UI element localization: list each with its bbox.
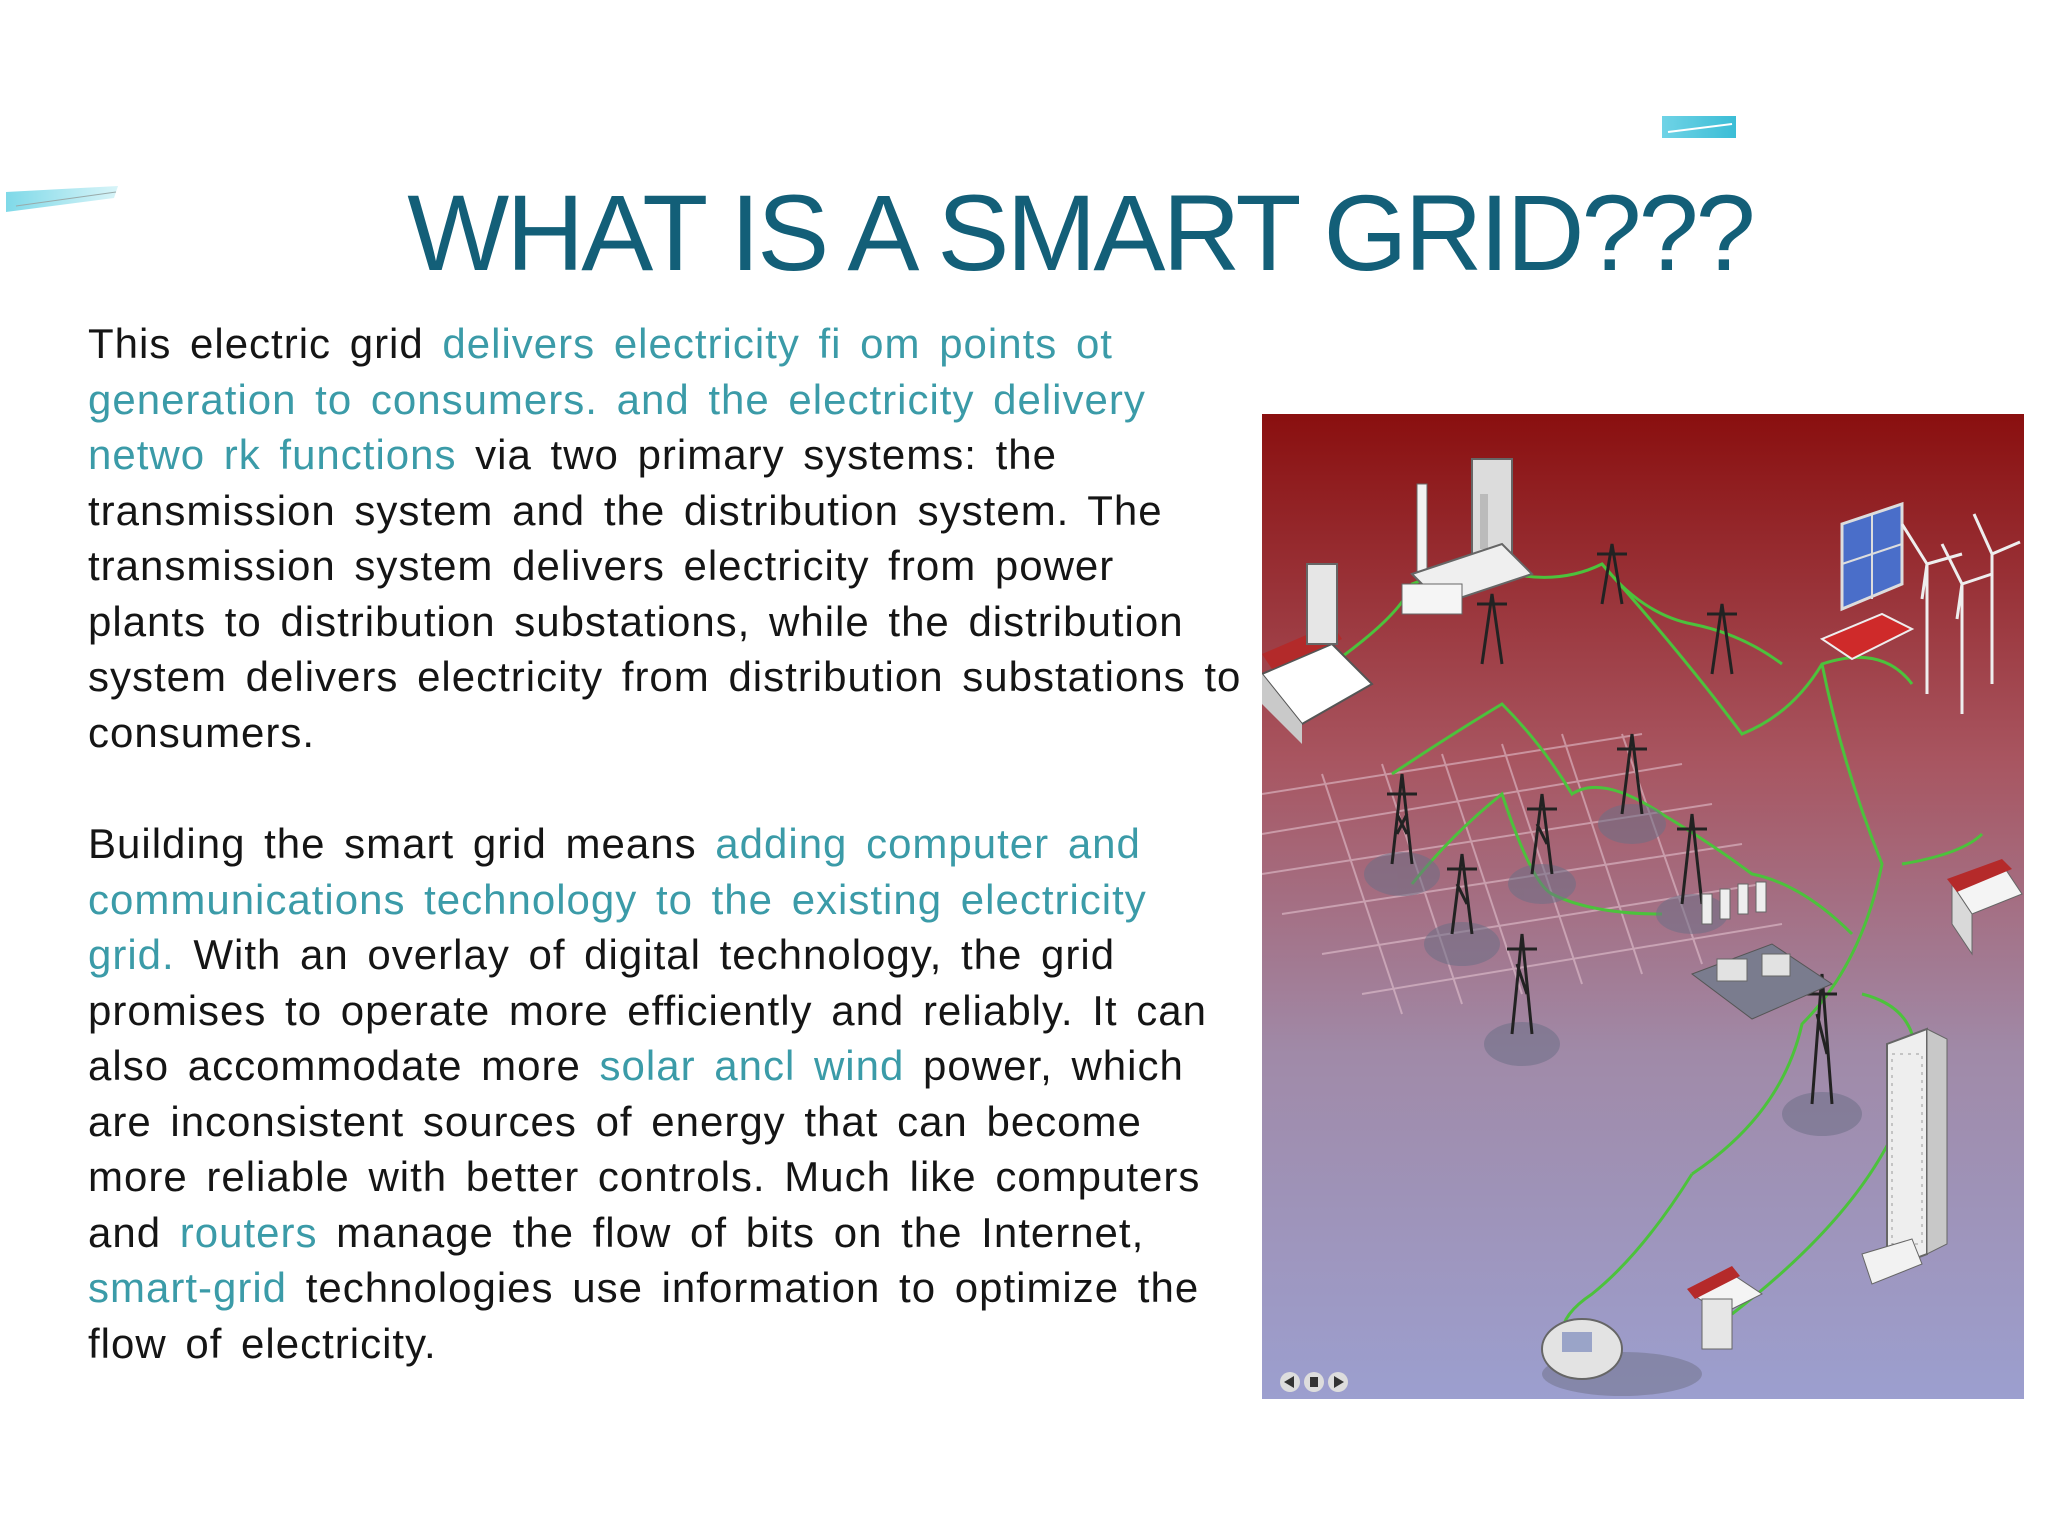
highlighted-text: routers [179, 1208, 318, 1256]
body-text-run: Building the smart grid means [88, 820, 716, 867]
body-text-run: With an overlay of digital technology, the grid promises to operate more efficiently and reliably. It can also accommodate more [88, 931, 1207, 1089]
smart-grid-illustration [1262, 414, 2024, 1399]
slide-body [88, 316, 1248, 1371]
highlighted-text: adding computer and communications technology to the existing electricity grid. [88, 820, 1147, 978]
highlighted-text: delivers electricity fi om points ot generation to consumers. and the electricity delivery netwo rk functions [88, 320, 1146, 478]
decorative-accent-right [1662, 116, 1736, 138]
body-text-run: manage the flow of bits on the Internet, [317, 1208, 1145, 1256]
highlighted-text: smart-grid [88, 1264, 288, 1311]
body-text-run: via two primary systems: the transmission system and the distribution system. The transmission system delivers electricity from power plants to distribution substations, while the distribution system delivers electricity from distribution substations to consumers. [88, 431, 1242, 756]
paragraph-smart-grid [88, 816, 1248, 1371]
body-text-run: power, which are inconsistent sources of energy that can become more reliable with better controls. Much like computers and [88, 1042, 1201, 1256]
decorative-accent-left [6, 186, 118, 212]
paragraph-grid-definition [88, 316, 1248, 760]
slide-title: WHAT IS A SMART GRID??? [407, 172, 1753, 293]
highlighted-text: solar ancl wind [599, 1042, 905, 1089]
body-text-run: This electric grid [88, 320, 443, 367]
media-controls-icon [1280, 1372, 1348, 1392]
body-text-run: technologies use information to optimize the flow of electricity. [88, 1264, 1200, 1367]
